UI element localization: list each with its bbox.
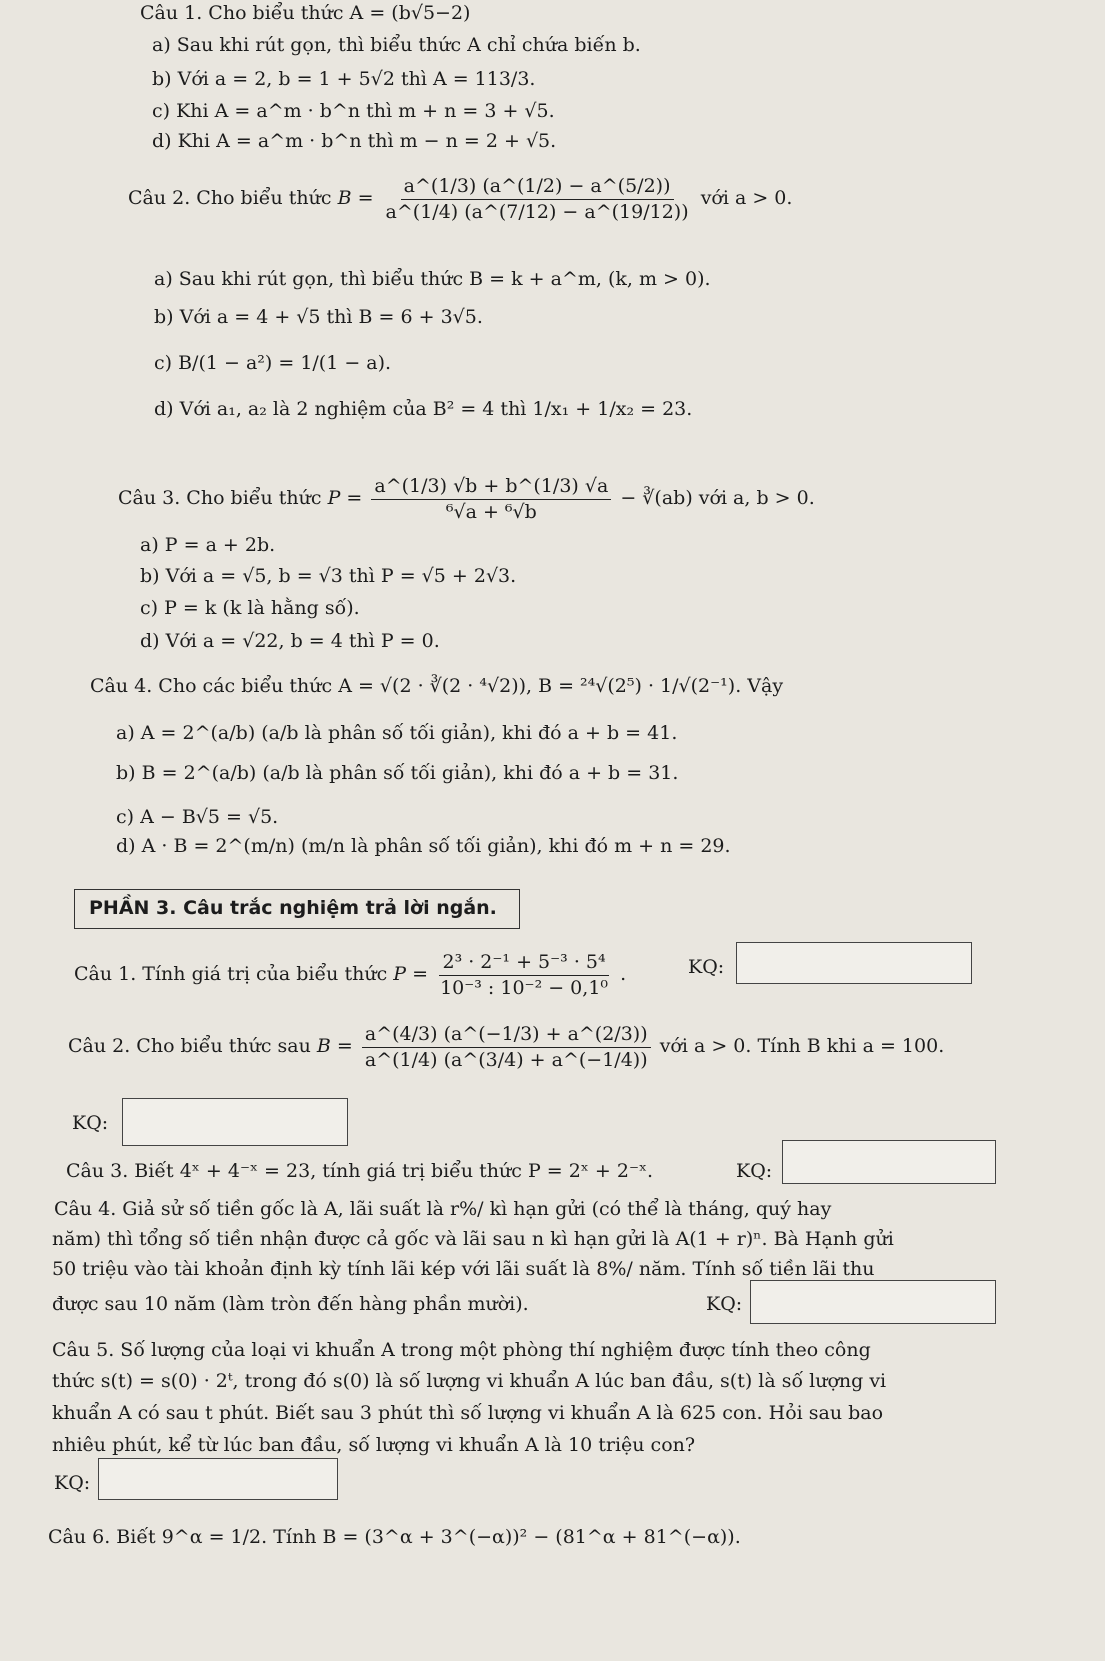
p3-q5-line3: khuẩn A có sau t phút. Biết sau 3 phút thì số lượng vi khuẩn A là 625 con. Hỏi sau bao [52,1402,884,1424]
q3-denominator: ⁶√a + ⁶√b [445,500,537,523]
q2-statement [128,174,792,224]
q3-item-a: a) P = a + 2b. [140,534,276,556]
q4-item-d: d) A · B = 2^(m/n) (m/n là phân số tối giản), khi đó m + n = 29. [116,835,731,857]
p3-q2-denominator: a^(1/4) (a^(3/4) + a^(−1/4)) [364,1048,648,1071]
q2-condition: với a > 0. [700,187,793,210]
q4-head: Câu 4. Cho các biểu thức A = √(2 · ∛(2 · ⁴√2)), B = ²⁴√(2⁵) · 1/√(2⁻¹). Vậy [90,675,784,697]
q4-item-a: a) A = 2^(a/b) (a/b là phân số tối giản), khi đó a + b = 41. [116,722,678,744]
p3-q1-denominator: 10⁻³ : 10⁻² − 0,1⁰ [440,976,609,999]
p3-q4-line4: được sau 10 năm (làm tròn đến hàng phần mười). [52,1293,529,1315]
q3-item-b: b) Với a = √5, b = √3 thì P = √5 + 2√3. [140,565,517,587]
q3-tail: − ∛(ab) với a, b > 0. [620,487,815,510]
q3-fraction [371,474,611,524]
p3-q1-lhs: P = [393,963,429,986]
part3-title: PHẦN 3. Câu trắc nghiệm trả lời ngắn. [74,889,520,929]
p3-q5-line2: thức s(t) = s(0) · 2ᵗ, trong đó s(0) là số lượng vi khuẩn A lúc ban đầu, s(t) là số lượng vi [52,1370,887,1392]
p3-q5-kq-label: KQ: [54,1472,91,1494]
p3-q6-text: Câu 6. Biết 9^α = 1/2. Tính B = (3^α + 3^(−α))² − (81^α + 81^(−α)). [48,1526,741,1548]
q2-numerator: a^(1/3) (a^(1/2) − a^(5/2)) [401,174,674,200]
p3-q5-line1: Câu 5. Số lượng của loại vi khuẩn A trong một phòng thí nghiệm được tính theo công [52,1339,871,1361]
q2-item-d: d) Với a₁, a₂ là 2 nghiệm của B² = 4 thì 1/x₁ + 1/x₂ = 23. [154,398,693,420]
p3-q2-lhs: B = [316,1035,353,1058]
p3-q2-statement [68,1022,944,1072]
q3-item-c: c) P = k (k là hằng số). [140,597,360,619]
p3-q3-kq-label: KQ: [736,1160,773,1182]
q2-item-c: c) B/(1 − a²) = 1/(1 − a). [154,352,392,374]
q3-numerator: a^(1/3) √b + b^(1/3) √a [371,474,611,500]
p3-q1-end: . [620,963,627,986]
p3-q3-text: Câu 3. Biết 4ˣ + 4⁻ˣ = 23, tính giá trị biểu thức P = 2ˣ + 2⁻ˣ. [66,1160,654,1182]
p3-q1-answer-box[interactable] [736,942,972,984]
p3-q1-label: Câu 1. Tính giá trị của biểu thức [74,963,388,986]
q2-label: Câu 2. Cho biểu thức [128,187,332,210]
p3-q4-line1: Câu 4. Giả sử số tiền gốc là A, lãi suất là r%/ kì hạn gửi (có thể là tháng, quý hay [54,1198,832,1220]
p3-q2-fraction [362,1022,651,1072]
q3-lhs: P = [327,487,363,510]
q4-item-b: b) B = 2^(a/b) (a/b là phân số tối giản), khi đó a + b = 31. [116,762,679,784]
p3-q2-numerator: a^(4/3) (a^(−1/3) + a^(2/3)) [362,1022,651,1048]
p3-q1-statement [74,950,626,1000]
q3-item-d: d) Với a = √22, b = 4 thì P = 0. [140,630,440,652]
q3-statement [118,474,815,524]
q1-item-a: a) Sau khi rút gọn, thì biểu thức A chỉ chứa biến b. [152,34,641,56]
q2-denominator: a^(1/4) (a^(7/12) − a^(19/12)) [385,200,689,223]
q3-label: Câu 3. Cho biểu thức [118,487,322,510]
q2-item-b: b) Với a = 4 + √5 thì B = 6 + 3√5. [154,306,483,328]
p3-q1-fraction [437,950,611,1000]
q2-lhs: B = [337,187,374,210]
p3-q4-line3: 50 triệu vào tài khoản định kỳ tính lãi kép với lãi suất là 8%/ năm. Tính số tiền lãi thu [52,1258,875,1280]
q1-head: Câu 1. Cho biểu thức A = (b√5−2) [140,2,471,24]
p3-q5-answer-box[interactable] [98,1458,338,1500]
p3-q2-kq-label: KQ: [72,1112,109,1134]
p3-q5-line4: nhiêu phút, kể từ lúc ban đầu, số lượng vi khuẩn A là 10 triệu con? [52,1434,696,1456]
q2-item-a: a) Sau khi rút gọn, thì biểu thức B = k + a^m, (k, m > 0). [154,268,711,290]
p3-q4-answer-box[interactable] [750,1280,996,1324]
p3-q4-line2: năm) thì tổng số tiền nhận được cả gốc và lãi sau n kì hạn gửi là A(1 + r)ⁿ. Bà Hạnh gửi [52,1228,894,1250]
p3-q2-label: Câu 2. Cho biểu thức sau [68,1035,311,1058]
p3-q1-kq-label: KQ: [688,956,725,978]
q1-item-c: c) Khi A = a^m · b^n thì m + n = 3 + √5. [152,100,555,122]
q1-item-d: d) Khi A = a^m · b^n thì m − n = 2 + √5. [152,130,557,152]
p3-q3-answer-box[interactable] [782,1140,996,1184]
p3-q1-numerator: 2³ · 2⁻¹ + 5⁻³ · 5⁴ [439,950,608,976]
p3-q2-tail: với a > 0. Tính B khi a = 100. [659,1035,945,1058]
q1-item-b: b) Với a = 2, b = 1 + 5√2 thì A = 113/3. [152,68,536,90]
p3-q4-kq-label: KQ: [706,1293,743,1315]
q2-fraction [383,174,692,224]
p3-q2-answer-box[interactable] [122,1098,348,1146]
q4-item-c: c) A − B√5 = √5. [116,806,279,828]
